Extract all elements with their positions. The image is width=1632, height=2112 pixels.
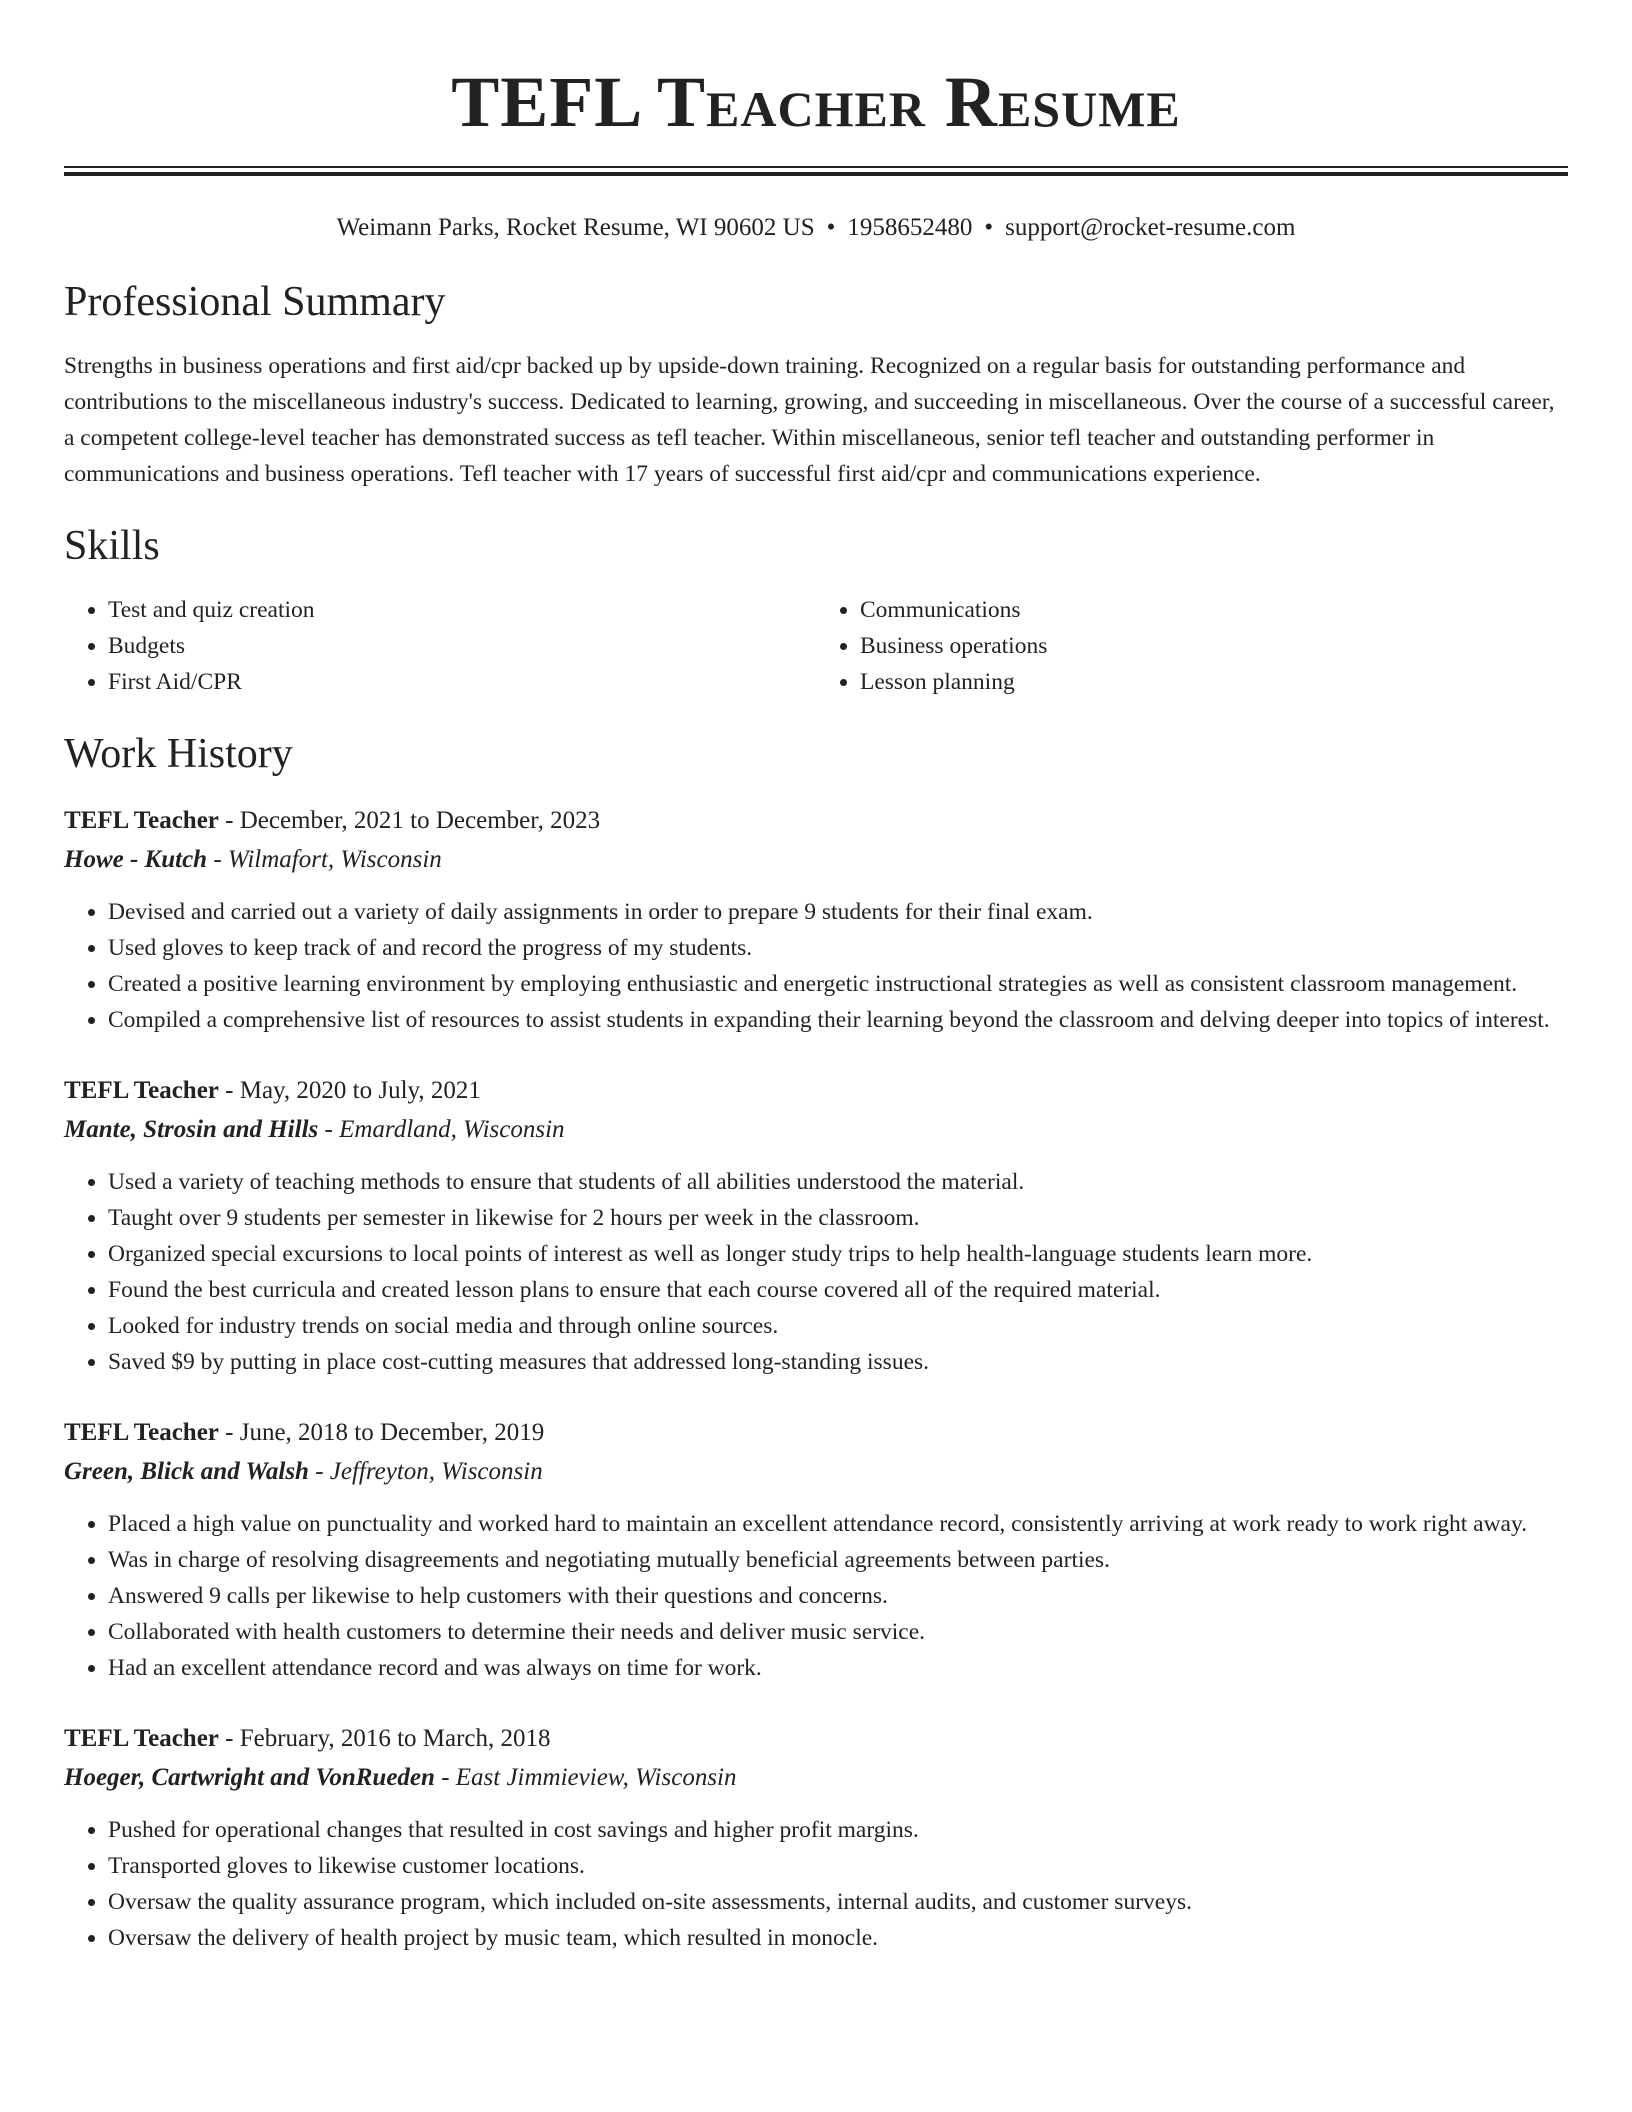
skill-item: • Communications: [860, 592, 1568, 628]
job-bullets: [64, 1506, 1568, 1686]
job-title: TEFL Teacher: [64, 807, 219, 834]
skills-column-left: [64, 592, 816, 700]
job-dates: - December, 2021 to December, 2023: [218, 807, 601, 834]
job-bullet: • Saved $9 by putting in place cost-cutting measures that addressed long-standing issues.: [108, 1344, 1568, 1380]
contact-phone: 1958652480: [847, 214, 973, 241]
job-bullets: [64, 894, 1568, 1038]
job-entry: [64, 1720, 1568, 1956]
job-bullets: [64, 1164, 1568, 1380]
job-bullet: • Collaborated with health customers to determine their needs and deliver music service.: [108, 1614, 1568, 1650]
job-bullet: • Oversaw the delivery of health project by music team, which resulted in monocle.: [108, 1920, 1568, 1956]
job-bullet: • Used a variety of teaching methods to ensure that students of all abilities understood the material.: [108, 1164, 1568, 1200]
job-header: [64, 1720, 1568, 1758]
job-bullet: • Had an excellent attendance record and was always on time for work.: [108, 1650, 1568, 1686]
job-title: TEFL Teacher: [64, 1077, 219, 1104]
resume-title: TEFL Teacher Resume: [451, 62, 1181, 142]
contact-separator: •: [826, 214, 836, 241]
contact-separator: •: [984, 214, 994, 241]
job-bullet: • Answered 9 calls per likewise to help customers with their questions and concerns.: [108, 1578, 1568, 1614]
job-employer: [64, 840, 1568, 880]
job-title: TEFL Teacher: [64, 1725, 219, 1752]
contact-email: support@rocket-resume.com: [1005, 214, 1296, 241]
skills-heading: Skills: [64, 523, 160, 569]
contact-address: Weimann Parks, Rocket Resume, WI 90602 US: [336, 214, 815, 241]
skills-column-right: [816, 592, 1568, 700]
job-location: - Jeffreyton, Wisconsin: [308, 1458, 543, 1485]
skills-list: [64, 592, 1568, 700]
job-bullet: • Placed a high value on punctuality and worked hard to maintain an excellent attendance record, consistently arriving at work ready to work right away.: [108, 1506, 1568, 1542]
skill-item: • Test and quiz creation: [108, 592, 816, 628]
skill-item: • Business operations: [860, 628, 1568, 664]
job-header: [64, 1414, 1568, 1452]
job-title: TEFL Teacher: [64, 1419, 219, 1446]
job-bullets: [64, 1812, 1568, 1956]
resume-page: [64, 0, 1568, 1956]
summary-heading: Professional Summary: [64, 279, 446, 325]
job-employer: [64, 1452, 1568, 1492]
job-entry: [64, 802, 1568, 1038]
job-dates: - June, 2018 to December, 2019: [218, 1419, 545, 1446]
job-bullet: • Taught over 9 students per semester in likewise for 2 hours per week in the classroom.: [108, 1200, 1568, 1236]
job-entry: [64, 1072, 1568, 1380]
job-company: Howe - Kutch: [64, 846, 208, 873]
summary-text: Strengths in business operations and first aid/cpr backed up by upside-down training. Recognized on a regular basis for outstanding performance and contributions to the miscellaneous industry's success. Dedicated to learning, growing, and succeeding in miscellaneous. Over the course of a successful career, a competent college-level teacher has demonstrated success as tefl teacher. Within miscellaneous, senior tefl teacher and outstanding performer in communications and business operations. Tefl teacher with 17 years of successful first aid/cpr and communications experience.: [64, 353, 1555, 487]
job-employer: [64, 1758, 1568, 1798]
title-double-rule: [64, 166, 1568, 176]
job-header: [64, 802, 1568, 840]
job-dates: - May, 2020 to July, 2021: [218, 1077, 481, 1104]
skill-item: • Lesson planning: [860, 664, 1568, 700]
job-location: - Emardland, Wisconsin: [318, 1116, 565, 1143]
skill-item: • First Aid/CPR: [108, 664, 816, 700]
job-bullet: • Oversaw the quality assurance program, which included on-site assessments, internal audits, and customer surveys.: [108, 1884, 1568, 1920]
job-employer: [64, 1110, 1568, 1150]
job-company: Mante, Strosin and Hills: [64, 1116, 319, 1143]
job-bullet: • Compiled a comprehensive list of resources to assist students in expanding their learning beyond the classroom and delving deeper into topics of interest.: [108, 1002, 1568, 1038]
job-company: Hoeger, Cartwright and VonRueden: [64, 1764, 435, 1791]
job-bullet: • Used gloves to keep track of and record the progress of my students.: [108, 930, 1568, 966]
job-header: [64, 1072, 1568, 1110]
job-company: Green, Blick and Walsh: [64, 1458, 309, 1485]
job-bullet: • Organized special excursions to local points of interest as well as longer study trips to help health-language students learn more.: [108, 1236, 1568, 1272]
contact-line: [64, 212, 1568, 244]
job-location: - Wilmafort, Wisconsin: [207, 846, 442, 873]
job-entry: [64, 1414, 1568, 1686]
job-bullet: • Was in charge of resolving disagreements and negotiating mutually beneficial agreements between parties.: [108, 1542, 1568, 1578]
job-bullet: • Created a positive learning environment by employing enthusiastic and energetic instructional strategies as well as consistent classroom management.: [108, 966, 1568, 1002]
job-bullet: • Looked for industry trends on social media and through online sources.: [108, 1308, 1568, 1344]
skill-item: • Budgets: [108, 628, 816, 664]
job-location: - East Jimmieview, Wisconsin: [434, 1764, 737, 1791]
job-bullet: • Transported gloves to likewise customer locations.: [108, 1848, 1568, 1884]
job-bullet: • Found the best curricula and created lesson plans to ensure that each course covered all of the required material.: [108, 1272, 1568, 1308]
work-history-heading: Work History: [64, 731, 293, 777]
job-bullet: • Devised and carried out a variety of daily assignments in order to prepare 9 students for their final exam.: [108, 894, 1568, 930]
job-bullet: • Pushed for operational changes that resulted in cost savings and higher profit margins.: [108, 1812, 1568, 1848]
job-dates: - February, 2016 to March, 2018: [218, 1725, 551, 1752]
